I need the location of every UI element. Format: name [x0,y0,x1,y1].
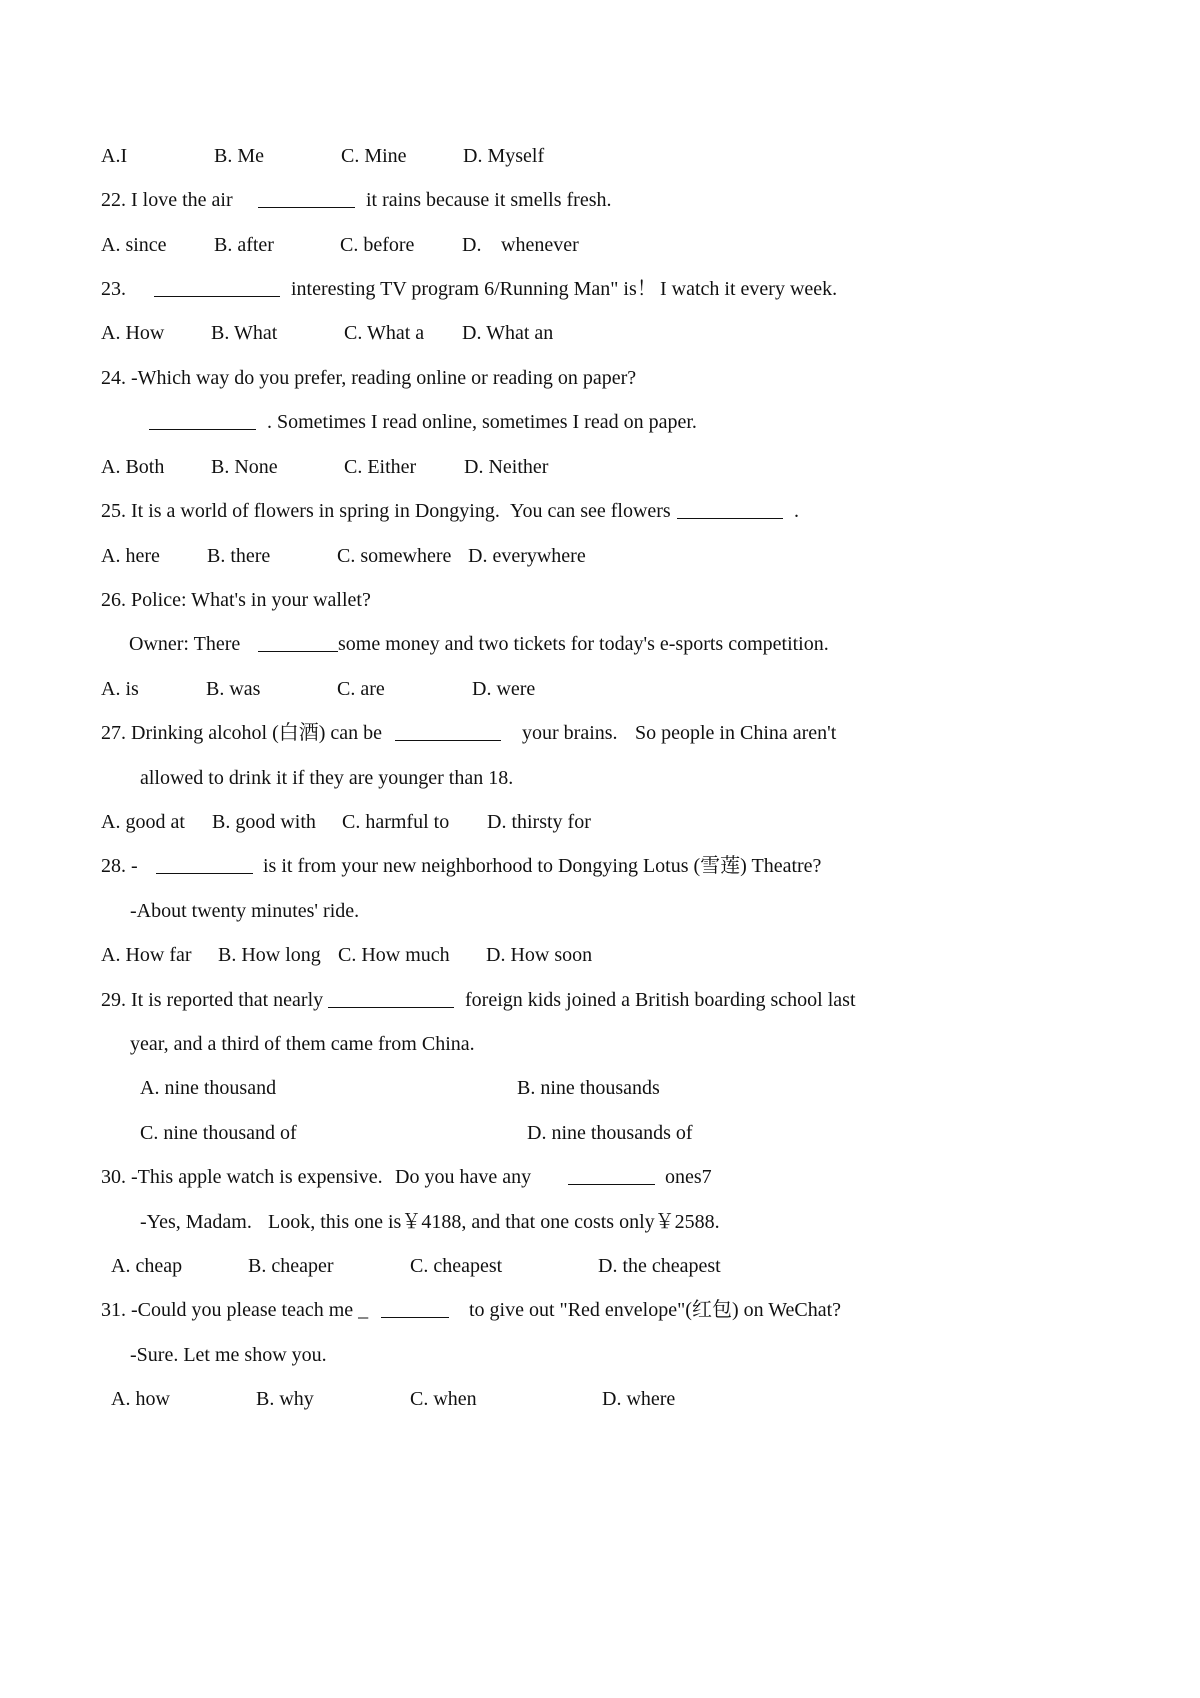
question-text: I watch it every week. [660,278,838,300]
question-text: year, and a third of them came from China. [130,1033,475,1055]
option-b: B. cheaper [248,1255,334,1277]
option-c: C. Mine [341,145,407,167]
option-a: A. here [101,545,160,567]
option-a: A. How far [101,944,192,966]
option-a: A. cheap [111,1255,183,1277]
response-text: Look, this one is￥4188, and that one costs only￥2588. [268,1211,720,1233]
question-text: 27. Drinking alcohol (白酒) can be [101,722,383,744]
option-d: D. nine thousands of [527,1122,693,1144]
question-text: . [794,500,799,522]
answer-blank [258,651,338,652]
option-c: C. before [340,234,415,256]
question-text: to give out "Red envelope"(红包) on WeChat? [469,1299,842,1321]
question-text: ones7 [665,1166,712,1188]
option-d: D. How soon [486,944,593,966]
question-text: your brains. [522,722,618,744]
option-b: B. How long [218,944,321,966]
option-d: D. thirsty for [487,811,591,833]
option-d: D. Myself [463,145,545,167]
question-text: So people in China aren't [635,722,837,744]
question-text: it rains because it smells fresh. [366,189,612,211]
option-c: C. harmful to [342,811,450,833]
question-text: 26. Police: What's in your wallet? [101,589,371,611]
option-b: B. Me [214,145,264,167]
option-b: B. after [214,234,274,256]
option-d: D. What an [462,322,554,344]
option-d: D. Neither [464,456,549,478]
option-a: A. Both [101,456,165,478]
option-a: A. How [101,322,165,344]
question-text: 24. -Which way do you prefer, reading online or reading on paper? [101,367,637,389]
option-d-label: D. [462,234,482,256]
question-number: 23. [101,278,126,300]
answer-blank [149,429,256,430]
option-a: A. how [111,1388,170,1410]
option-a: A. nine thousand [140,1077,277,1099]
answer-blank [154,296,280,297]
option-b: B. good with [212,811,316,833]
option-c: C. Either [344,456,417,478]
question-text: 30. -This apple watch is expensive. [101,1166,383,1188]
response-text: -About twenty minutes' ride. [130,900,360,922]
option-c: C. nine thousand of [140,1122,297,1144]
option-b: B. there [207,545,271,567]
option-c: C. What a [344,322,425,344]
option-a: A.I [101,145,128,167]
answer-blank [677,518,783,519]
answer-blank [568,1184,655,1185]
option-b: B. was [206,678,261,700]
option-b: B. None [211,456,278,478]
option-a: A. since [101,234,167,256]
option-d: D. the cheapest [598,1255,721,1277]
option-c: C. cheapest [410,1255,503,1277]
answer-blank [156,873,253,874]
question-text: allowed to drink it if they are younger than 18. [140,767,514,789]
option-c: C. somewhere [337,545,452,567]
question-text: foreign kids joined a British boarding school last [465,989,856,1011]
option-d-text: whenever [501,234,579,256]
option-b: B. What [211,322,278,344]
question-text: 28. - [101,855,138,877]
question-text: is it from your new neighborhood to Dongying Lotus (雪莲) Theatre? [263,855,822,877]
question-text: Do you have any [395,1166,532,1188]
question-text: 25. It is a world of flowers in spring in Dongying. [101,500,500,522]
response-text: -Sure. Let me show you. [130,1344,327,1366]
answer-blank [381,1317,449,1318]
answer-blank [328,1007,454,1008]
response-text: -Yes, Madam. [140,1211,252,1233]
question-text: interesting TV program 6/Running Man" is！ [291,278,657,300]
response-text: . Sometimes I read online, sometimes I read on paper. [267,411,697,433]
answer-blank [258,207,355,208]
question-text: 22. I love the air [101,189,233,211]
answer-blank [395,740,501,741]
option-b: B. why [256,1388,314,1410]
question-text: 29. It is reported that nearly [101,989,324,1011]
option-c: C. are [337,678,385,700]
option-b: B. nine thousands [517,1077,660,1099]
option-a: A. is [101,678,139,700]
response-text: some money and two tickets for today's e-sports competition. [338,633,829,655]
option-d: D. where [602,1388,676,1410]
option-d: D. everywhere [468,545,586,567]
response-text: Owner: There [129,633,241,655]
option-c: C. when [410,1388,477,1410]
option-a: A. good at [101,811,185,833]
option-c: C. How much [338,944,450,966]
question-text: 31. -Could you please teach me _ [101,1299,369,1321]
question-text: You can see flowers [510,500,671,522]
option-d: D. were [472,678,536,700]
